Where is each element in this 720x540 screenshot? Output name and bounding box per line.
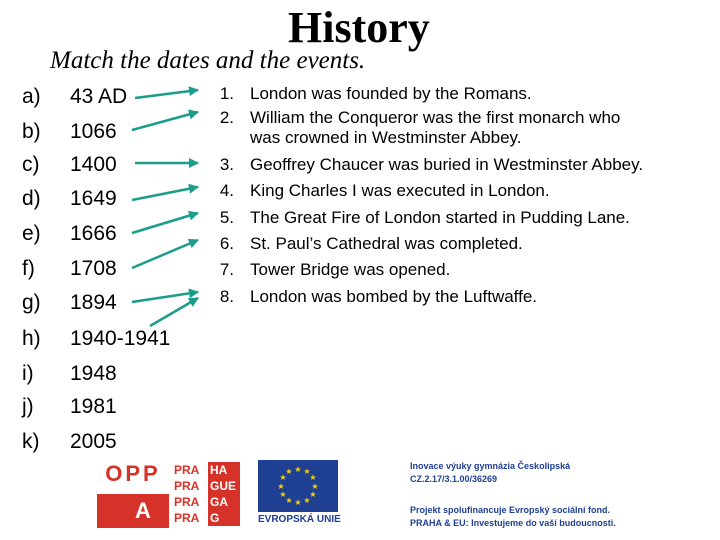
event-text: Tower Bridge was opened.	[250, 260, 451, 279]
event-number: 8.	[219, 287, 234, 306]
slide-subtitle: Match the dates and the events.	[50, 47, 366, 74]
svg-text:★: ★	[285, 467, 293, 476]
oppa-logo	[97, 460, 169, 528]
svg-text:★: ★	[303, 496, 311, 505]
arrow-e-to-5	[132, 213, 198, 233]
event-text: St. Paul’s Cathedral was completed.	[250, 234, 523, 253]
date-letter: b)	[22, 120, 41, 143]
praha-logo-cell: PRA	[174, 511, 200, 525]
svg-text:★: ★	[294, 465, 302, 474]
svg-text:★: ★	[279, 490, 287, 499]
event-number: 5.	[219, 208, 234, 227]
svg-text:★: ★	[309, 490, 317, 499]
praha-logo-cell: GUE	[208, 478, 240, 494]
arrow-a-to-1	[135, 90, 198, 98]
project-info-line: Projekt spolufinancuje Evropský sociální fond.	[410, 505, 611, 515]
svg-text:★: ★	[309, 473, 317, 482]
svg-text:★: ★	[311, 482, 319, 491]
date-value: 1948	[70, 362, 117, 385]
project-info-bottom	[410, 504, 616, 530]
praha-logo-cell: PRA	[174, 495, 200, 509]
date-value: 2005	[70, 430, 117, 453]
event-number: 6.	[219, 234, 234, 253]
date-letter: j)	[22, 395, 34, 418]
praha-logo-cell: PRA	[174, 479, 200, 493]
event-text: Geoffrey Chaucer was buried in Westminster Abbey.	[250, 155, 644, 174]
date-value: 1940-1941	[70, 327, 171, 350]
praha-logo-cell: HA	[208, 462, 240, 478]
date-value: 1894	[70, 291, 117, 314]
date-letter: a)	[22, 85, 41, 108]
arrow-f-to-6	[132, 240, 198, 268]
event-text: London was founded by the Romans.	[250, 84, 532, 103]
event-number: 4.	[219, 181, 234, 200]
date-value: 43 AD	[70, 85, 128, 108]
slide-title: History	[288, 3, 430, 52]
event-number: 1.	[219, 84, 234, 103]
oppa-logo-top: OPP	[97, 460, 169, 488]
date-value: 1400	[70, 153, 117, 176]
arrow-d-to-4	[132, 187, 198, 200]
project-info-line: Inovace výuky gymnázia Českolipská	[410, 461, 571, 471]
event-number: 7.	[219, 260, 234, 279]
event-number: 2.	[219, 108, 234, 127]
svg-text:★: ★	[285, 496, 293, 505]
date-value: 1666	[70, 222, 117, 245]
svg-text:★: ★	[277, 482, 285, 491]
date-letter: d)	[22, 187, 41, 210]
event-text: The Great Fire of London started in Pudding Lane.	[250, 208, 630, 227]
project-info-line: CZ.2.17/3.1.00/36269	[410, 474, 498, 484]
eu-label: EVROPSKÁ UNIE	[258, 514, 341, 525]
project-info-top	[410, 460, 570, 486]
date-letter: i)	[22, 362, 34, 385]
date-letter: h)	[22, 327, 41, 350]
event-text: London was bombed by the Luftwaffe.	[250, 287, 537, 306]
praha-logo-cell: PRA	[174, 463, 200, 477]
event-text-continued: was crowned in Westminster Abbey.	[250, 128, 522, 147]
praha-logo	[174, 462, 240, 526]
date-value: 1066	[70, 120, 117, 143]
date-letter: e)	[22, 222, 41, 245]
arrow-b-to-2	[132, 112, 198, 130]
date-value: 1649	[70, 187, 117, 210]
date-letter: c)	[22, 153, 40, 176]
date-letter: k)	[22, 430, 40, 453]
arrow-h-to-8	[150, 298, 198, 326]
svg-text:★: ★	[294, 498, 302, 507]
event-text: William the Conqueror was the first monarch who	[250, 108, 621, 127]
date-letter: g)	[22, 291, 41, 314]
project-info-line: PRAHA & EU: Investujeme do vaší budoucnosti.	[410, 518, 616, 528]
date-letter: f)	[22, 257, 35, 280]
event-text: King Charles I was executed in London.	[250, 181, 550, 200]
oppa-logo-letter: A	[135, 498, 151, 523]
event-number: 3.	[219, 155, 234, 174]
date-value: 1708	[70, 257, 117, 280]
praha-logo-cell: G	[208, 510, 240, 526]
arrow-g-to-8	[132, 292, 198, 302]
svg-text:★: ★	[279, 473, 287, 482]
oppa-logo-bottom	[97, 494, 169, 528]
date-value: 1981	[70, 395, 117, 418]
eu-flag-icon	[258, 460, 338, 512]
praha-logo-cell: GA	[208, 494, 240, 510]
svg-text:★: ★	[303, 467, 311, 476]
